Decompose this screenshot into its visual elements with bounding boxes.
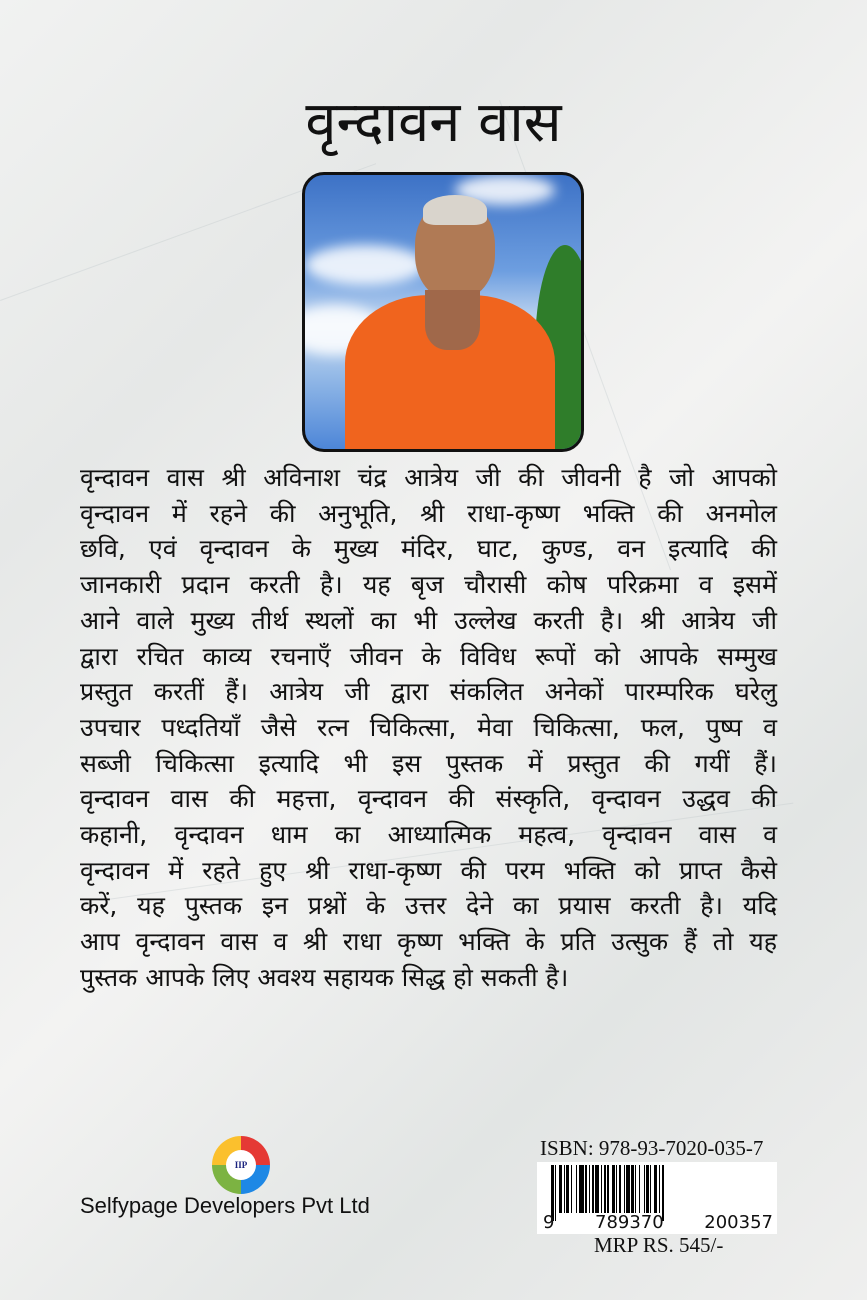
description-line: वृन्दावन वास की महत्ता, वृन्दावन की संस्कृति, वृन्दावन उद्धव की [80,784,777,814]
price-label: MRP RS. 545/- [594,1233,724,1257]
description-line: वृन्दावन वास श्री अविनाश चंद्र आत्रेय जी की जीवनी है जो आपको [80,463,777,492]
description-line: प्रस्तुत करतीं हैं। आत्रेय जी द्वारा संकलित अनेकों पारम्परिक घरेलु [80,677,777,707]
description-line: सब्जी चिकित्सा इत्यादि भी इस पुस्तक में प्रस्तुत की गयीं हैं। [80,748,777,778]
description-line: द्वारा रचित काव्य रचनाएँ जीवन के विविध रूपों को आपके सम्मुख [80,641,777,671]
description-line: छवि, एवं वृन्दावन के मुख्य मंदिर, घाट, कुण्ड, वन इत्यादि की [80,534,777,564]
isbn-label: ISBN: 978-93-7020-035-7 [540,1136,764,1160]
publisher-name: Selfypage Developers Pvt Ltd [80,1193,370,1218]
logo-text: IIP [226,1150,256,1180]
description-line: जानकारी प्रदान करती है। यह बृज चौरासी कोष परिक्रमा व इसमें [80,570,777,600]
barcode [537,1162,777,1234]
description-line: वृन्दावन में रहते हुए श्री राधा-कृष्ण की परम भक्ति को प्राप्त कैसे [80,855,777,885]
barcode-digits [543,1212,773,1233]
description-line: आप वृन्दावन वास व श्री राधा कृष्ण भक्ति के प्रति उत्सुक हैं तो यह [80,927,777,957]
barcode-bars [551,1165,763,1215]
book-title: वृन्दावन वास [305,90,562,155]
description-line: करें, यह पुस्तक इन प्रश्नों के उत्तर देने का प्रयास करती है। यदि [80,891,777,921]
book-description [80,460,777,996]
description-line: वृन्दावन में रहने की अनुभूति, श्री राधा-कृष्ण भक्ति की अनमोल [80,498,777,528]
description-line: पुस्तक आपके लिए अवश्य सहायक सिद्ध हो सकती है। [80,962,569,992]
description-line: उपचार पध्दतियाँ जैसे रत्न चिकित्सा, मेवा चिकित्सा, फल, पुष्प व [80,712,777,742]
barcode-digit-group: 200357 [704,1212,773,1233]
publisher-logo [212,1136,270,1194]
description-line: आने वाले मुख्य तीर्थ स्थलों का भी उल्लेख करती है। श्री आत्रेय जी [80,605,777,635]
barcode-digit-group: 789370 [595,1212,664,1233]
author-photo [302,172,584,452]
description-line: कहानी, वृन्दावन धाम का आध्यात्मिक महत्व, वृन्दावन वास व [80,820,777,850]
barcode-digit-group: 9 [543,1212,555,1233]
